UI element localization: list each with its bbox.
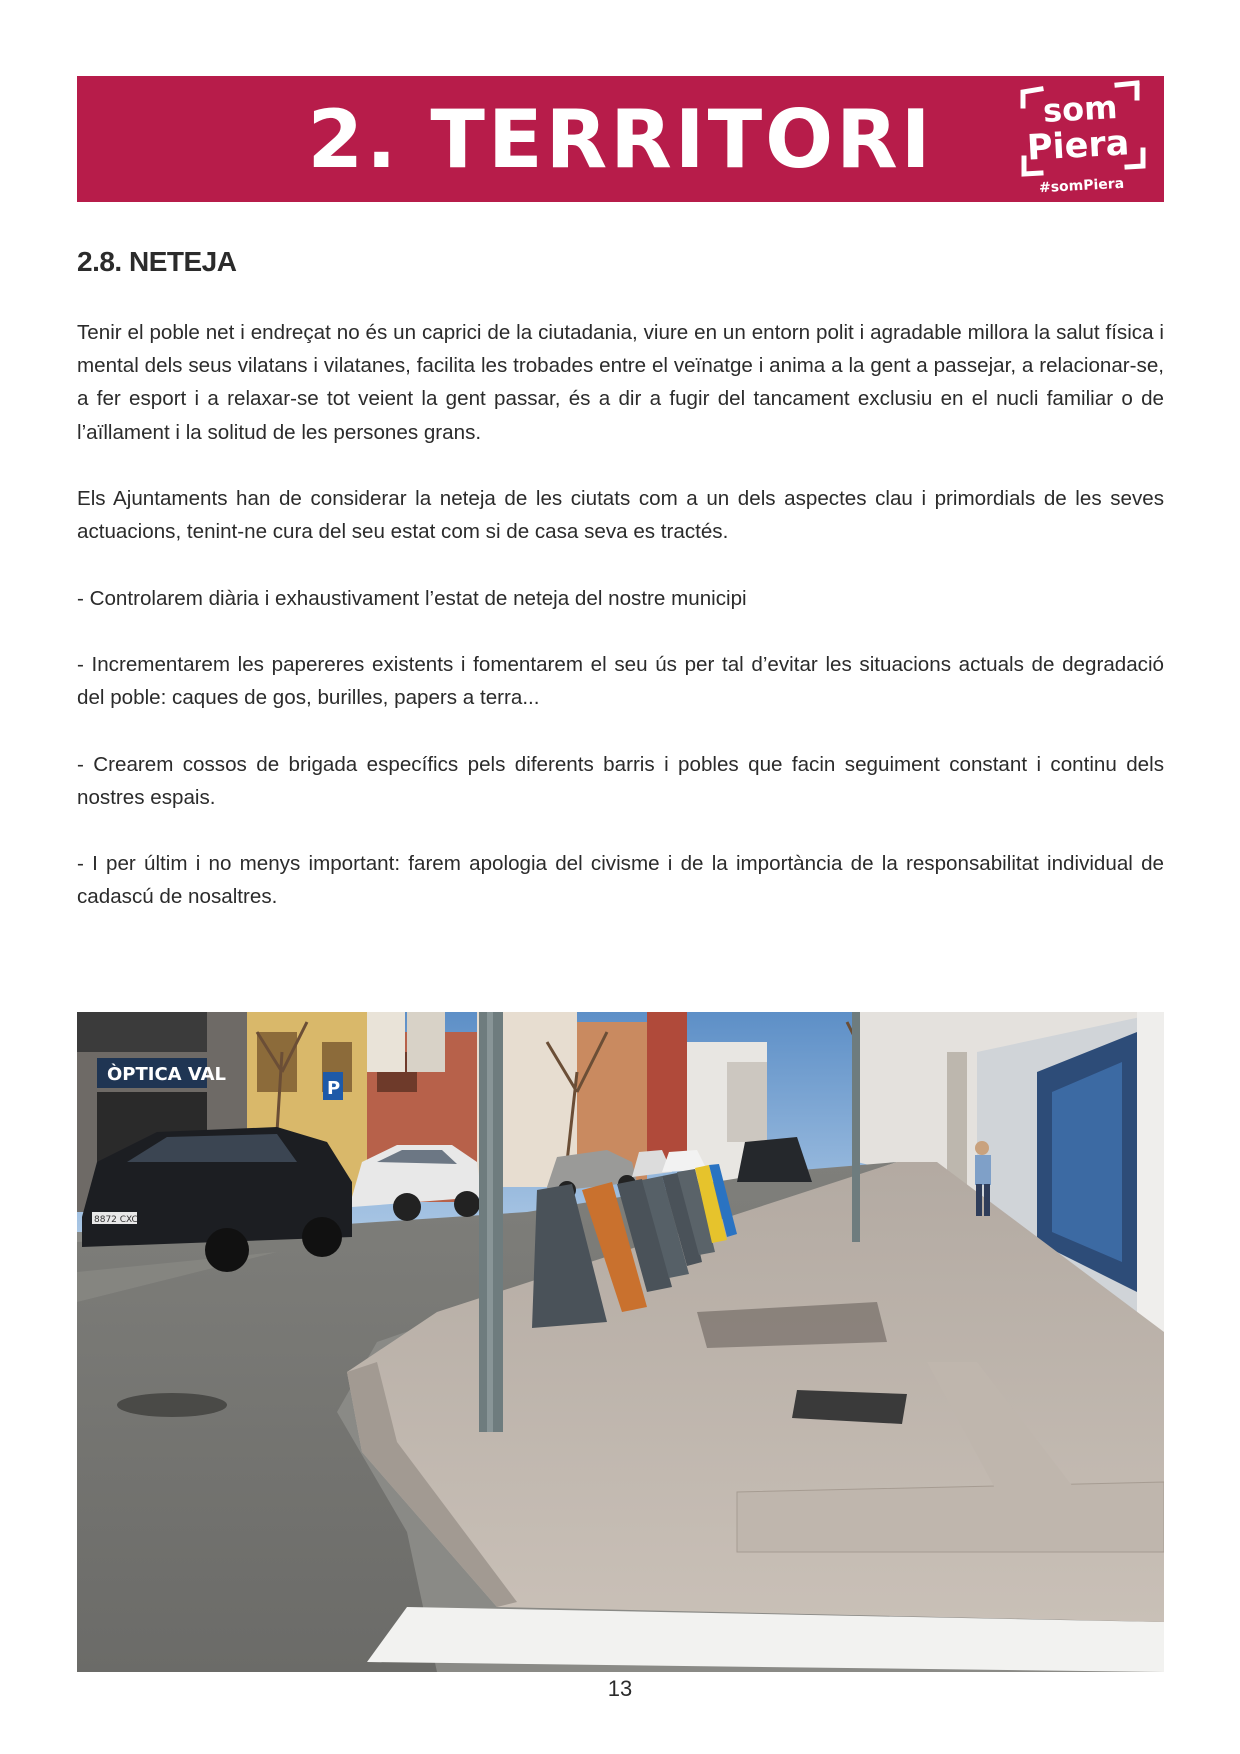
- paragraph: Tenir el poble net i endreçat no és un caprici de la ciutadania, viure en un entorn polit i agradable millora la salut física i mental dels seus vilatans i vilatanes, facilita les trobades entre el veïnatge i anima a la gent a passejar, a relacionar-se, a fer esport i a relaxar-se tot veient la gent passar, és a dir a fugir del tancament exclusiu en el nucli familiar o de l’aïllament i la solitud de les persones grans.: [77, 321, 1164, 444]
- street-photo: [77, 1012, 1164, 1672]
- logo-hashtag: #somPiera: [1038, 175, 1125, 197]
- chapter-title: 2. TERRITORI: [307, 93, 934, 186]
- parking-sign: P: [327, 1078, 341, 1099]
- logo-som-text: som: [1042, 88, 1119, 130]
- som-piera-logo: [989, 76, 1164, 202]
- paragraph: Els Ajuntaments han de considerar la neteja de les ciutats com a un dels aspectes clau i primordials de les seves actuacions, tenint-ne cura del seu estat com si de casa seva es tractés.: [77, 487, 1164, 544]
- page-number: 13: [607, 1676, 633, 1701]
- bullet-item: - Controlarem diària i exhaustivament l’estat de neteja del nostre municipi: [77, 586, 747, 610]
- optica-sign: ÒPTICA VAL: [107, 1064, 226, 1085]
- bullet-item: - Incrementarem les papereres existents i fomentarem el seu ús per tal d’evitar les situacions actuals de degradació del poble: caques de gos, burilles, papers a terra...: [77, 652, 1164, 710]
- bullet-item: - I per últim i no menys important: farem apologia del civisme i de la importància de la responsabilitat individual de cadascú de nosaltres.: [77, 852, 1164, 909]
- bullet-item: - Crearem cossos de brigada específics pels diferents barris i pobles que facin seguiment constant i continu dels nostres espais.: [77, 752, 1164, 809]
- body-text: [77, 316, 1164, 947]
- logo-piera-text: Piera: [1026, 123, 1131, 169]
- header-banner: [77, 76, 1164, 202]
- plate-text: 8872 CXC: [94, 1215, 138, 1225]
- street-scene-illustration: [77, 1012, 1164, 1672]
- section-title: 2.8. NETEJA: [77, 246, 237, 277]
